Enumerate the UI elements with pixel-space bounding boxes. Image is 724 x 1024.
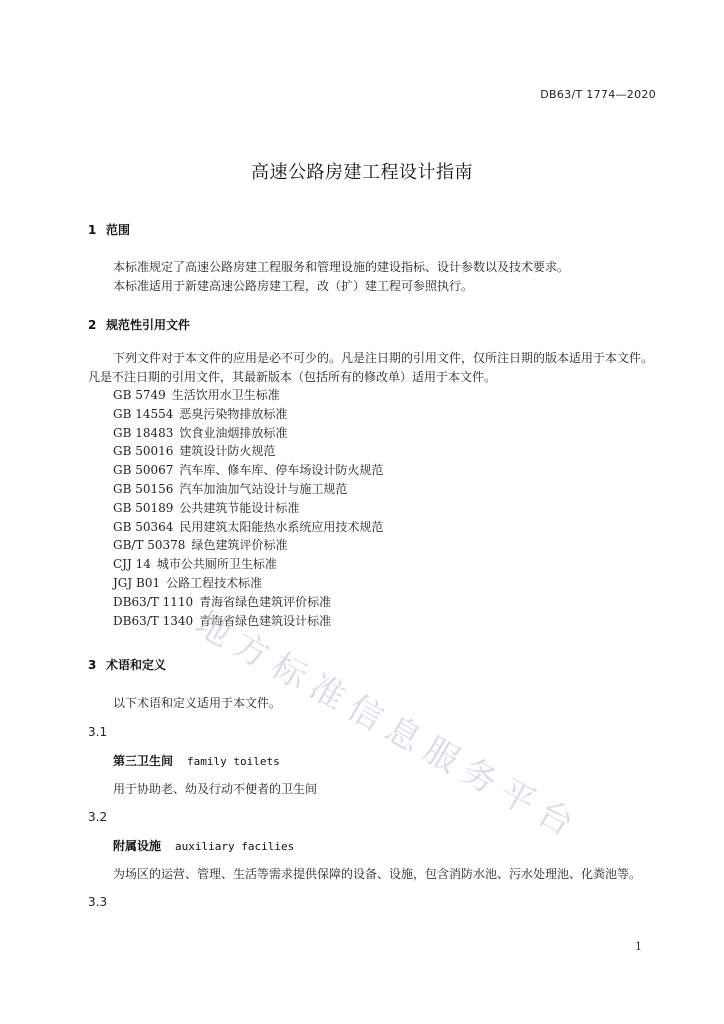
reference-code: GB 50016 — [113, 444, 174, 459]
reference-name: 城市公共厕所卫生标准 — [156, 557, 277, 572]
watermark-glyph: 息 — [378, 708, 428, 761]
reference-name: 民用建筑太阳能热水系统应用技术规范 — [179, 519, 384, 534]
reference-code: CJJ 14 — [113, 557, 151, 572]
reference-name: 恶臭污染物排放标准 — [179, 406, 288, 421]
reference-code: GB 50189 — [113, 500, 174, 515]
list-item — [113, 518, 383, 537]
watermark-glyph: 准 — [302, 666, 352, 719]
section-number: 2 — [88, 318, 97, 332]
section-number: 3 — [88, 658, 97, 672]
watermark-glyph: 务 — [454, 750, 504, 803]
watermark-glyph: 台 — [530, 792, 580, 845]
watermark-glyph: 标 — [264, 645, 314, 698]
reference-name: 建筑设计防火规范 — [179, 444, 276, 459]
section-number: 1 — [88, 223, 97, 237]
watermark-glyph: 方 — [226, 624, 276, 677]
term-english: auxiliary facilies — [175, 840, 295, 853]
list-item — [113, 461, 383, 480]
section-title: 范围 — [106, 223, 131, 237]
reference-name: 汽车加油加气站设计与施工规范 — [179, 481, 348, 496]
section-title: 术语和定义 — [106, 658, 167, 672]
reference-list — [113, 386, 383, 630]
watermark-glyph: 地 — [188, 603, 238, 656]
reference-code: DB63/T 1340 — [113, 613, 194, 628]
reference-name: 青海省绿色建筑设计标准 — [199, 613, 332, 628]
term-english: family toilets — [187, 755, 280, 768]
document-code: DB63/T 1774—2020 — [540, 88, 656, 101]
term-entry — [113, 837, 294, 854]
list-item — [113, 386, 383, 405]
clause-number: 3.2 — [88, 810, 108, 824]
section-heading-scope — [88, 221, 130, 238]
watermark-glyph: 信 — [340, 687, 390, 740]
list-item — [113, 536, 383, 555]
paragraph: 本标准适用于新建高速公路房建工程，改（扩）建工程可参照执行。 — [113, 279, 474, 293]
reference-name: 绿色建筑评价标准 — [191, 538, 288, 553]
term-entry — [113, 752, 280, 769]
reference-code: DB63/T 1110 — [113, 594, 194, 609]
section-title: 规范性引用文件 — [106, 318, 191, 332]
reference-name: 公路工程技术标准 — [166, 575, 263, 590]
paragraph: 下列文件对于本文件的应用是必不可少的。凡是注日期的引用文件，仅所注日期的版本适用于本文件。凡是不注日期的引用文件，其最新版本（包括所有的修改单）适用于本文件。 — [88, 351, 654, 384]
term-definition: 为场区的运营、管理、生活等需求提供保障的设备、设施，包含消防水池、污水处理池、化粪池等。 — [113, 867, 642, 881]
list-item — [113, 424, 383, 443]
section-heading-normative-references — [88, 316, 190, 333]
reference-name: 青海省绿色建筑评价标准 — [199, 594, 332, 609]
clause-number: 3.3 — [88, 895, 108, 909]
reference-name: 饮食业油烟排放标准 — [179, 425, 288, 440]
watermark — [190, 600, 610, 850]
reference-code: GB 18483 — [113, 425, 174, 440]
reference-code: GB 50067 — [113, 463, 174, 478]
reference-name: 生活饮用水卫生标准 — [171, 388, 280, 402]
page-number: 1 — [635, 940, 642, 953]
list-item — [113, 555, 383, 574]
list-item — [113, 612, 383, 631]
reference-code: GB 5749 — [113, 388, 166, 402]
list-item — [113, 593, 383, 612]
reference-name: 汽车库、修车库、停车场设计防火规范 — [179, 463, 384, 478]
term-chinese: 第三卫生间 — [113, 754, 174, 768]
reference-name: 公共建筑节能设计标准 — [179, 500, 300, 515]
watermark-glyph: 服 — [416, 729, 466, 782]
document-title: 高速公路房建工程设计指南 — [251, 162, 473, 183]
reference-code: JGJ B01 — [113, 575, 161, 590]
list-item — [113, 480, 383, 499]
list-item — [113, 574, 383, 593]
section-heading-terms-and-definitions — [88, 656, 166, 673]
reference-code: GB 50364 — [113, 519, 174, 534]
paragraph: 本标准规定了高速公路房建工程服务和管理设施的建设指标、设计参数以及技术要求。 — [113, 260, 570, 274]
list-item — [113, 442, 383, 461]
term-chinese: 附属设施 — [113, 839, 162, 853]
term-definition: 用于协助老、幼及行动不便者的卫生间 — [113, 782, 318, 796]
clause-number: 3.1 — [88, 725, 108, 739]
list-item — [113, 499, 383, 518]
watermark-glyph: 平 — [492, 771, 542, 824]
reference-code: GB/T 50378 — [113, 538, 186, 553]
reference-code: GB 14554 — [113, 406, 174, 421]
reference-code: GB 50156 — [113, 481, 174, 496]
paragraph: 以下术语和定义适用于本文件。 — [113, 696, 282, 710]
list-item — [113, 405, 383, 424]
